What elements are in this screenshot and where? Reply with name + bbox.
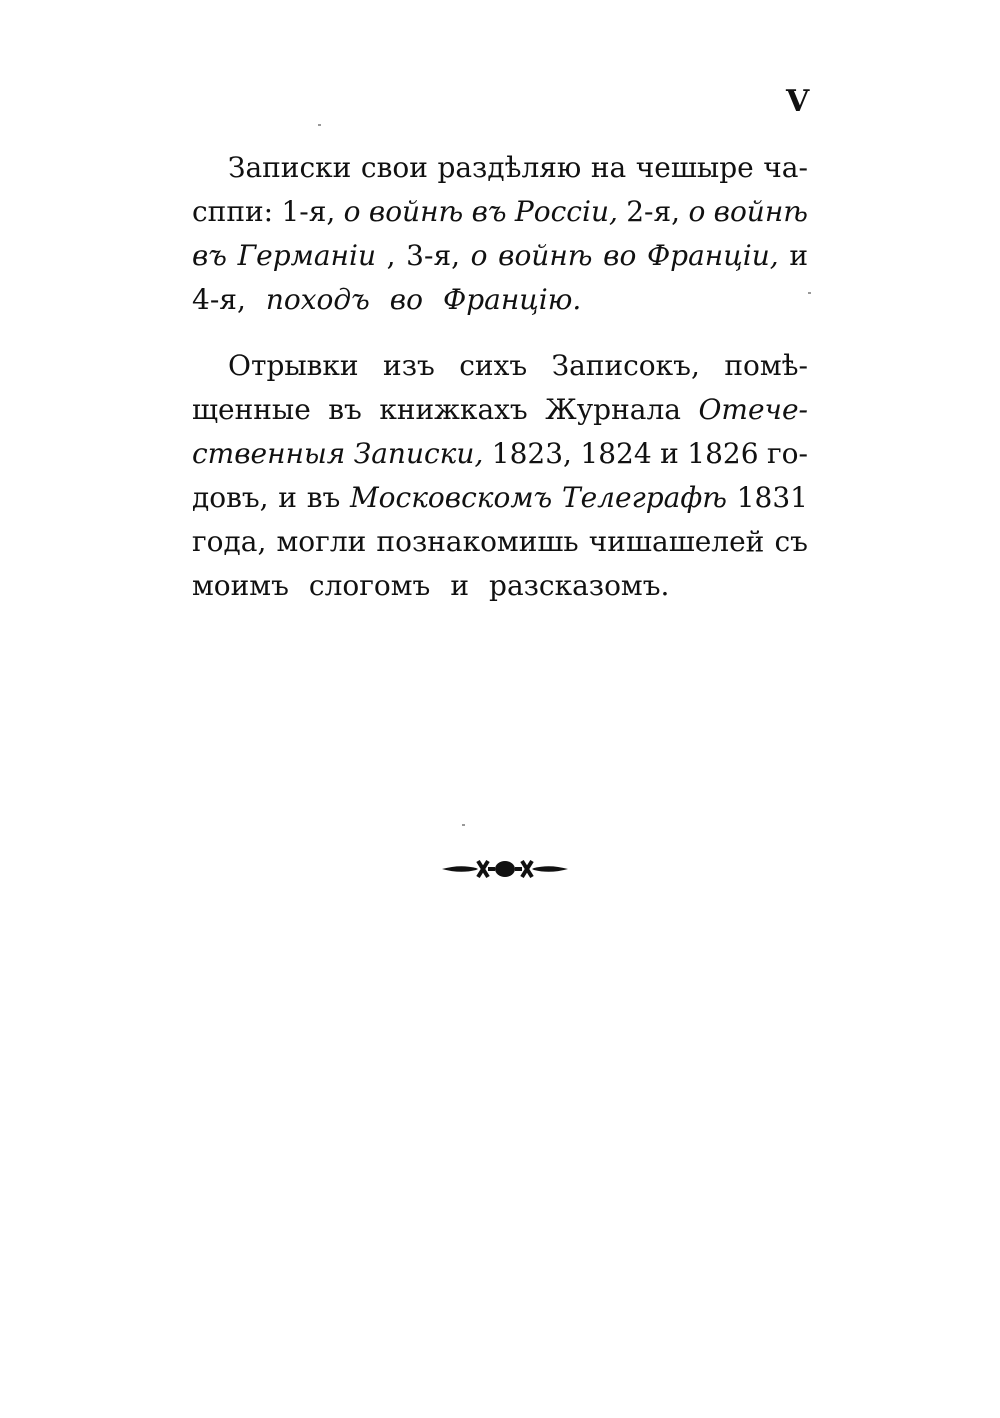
text-line: [192, 190, 808, 234]
text-line: [192, 520, 808, 564]
word: 1824: [580, 437, 652, 470]
word: го-: [766, 437, 808, 470]
word: на: [590, 151, 627, 184]
word: Записокъ,: [551, 349, 700, 382]
body-text: [192, 146, 808, 608]
word: помѣ-: [724, 349, 808, 382]
word: Германіи: [237, 239, 376, 272]
text-line: [192, 476, 808, 520]
word: разсказомъ.: [489, 569, 670, 602]
text-line: [192, 344, 808, 388]
word: во: [603, 239, 637, 272]
word: и: [450, 569, 470, 602]
word: въ: [306, 481, 341, 514]
word: чешыре: [635, 151, 754, 184]
word: Записки: [228, 151, 352, 184]
word: могли: [276, 525, 367, 558]
word: Журнала: [545, 393, 681, 426]
word: 3-я,: [406, 239, 461, 272]
word: сппи:: [192, 195, 274, 228]
word: въ: [471, 195, 507, 228]
text-line: [192, 234, 808, 278]
word: и: [789, 239, 808, 272]
word: и: [278, 481, 297, 514]
paper-speck: [462, 824, 465, 826]
word: въ: [192, 239, 227, 272]
word: о: [343, 195, 361, 228]
word: сихъ: [459, 349, 528, 382]
word: ственныя: [192, 437, 346, 470]
word: раздѣляю: [437, 151, 582, 184]
word: свои: [360, 151, 428, 184]
text-line: [192, 432, 808, 476]
word: познакомишь: [376, 525, 579, 558]
word: походъ: [265, 283, 370, 316]
word: 4-я,: [192, 283, 246, 316]
word: щенные: [192, 393, 311, 426]
paper-speck: [808, 292, 811, 294]
word: Телеграфѣ: [561, 481, 727, 514]
word: 1831: [736, 481, 808, 514]
word: ча-: [763, 151, 808, 184]
word: книжкахъ: [379, 393, 528, 426]
word: во: [389, 283, 423, 316]
word: съ: [774, 525, 808, 558]
word: чишашелей: [588, 525, 765, 558]
word: Записки,: [353, 437, 484, 470]
word: Францію.: [442, 283, 582, 316]
word: довъ,: [192, 481, 269, 514]
word: Московскомъ: [349, 481, 553, 514]
word: въ: [328, 393, 362, 426]
text-line: [192, 564, 808, 608]
word: и: [660, 437, 679, 470]
word: о: [688, 195, 706, 228]
word: о: [470, 239, 488, 272]
word: войнѣ: [713, 195, 808, 228]
word: 2-я,: [626, 195, 681, 228]
word: ,: [386, 239, 396, 272]
word: моимъ: [192, 569, 289, 602]
word: 1823,: [491, 437, 572, 470]
word: Россіи,: [514, 195, 618, 228]
paper-speck: [318, 124, 321, 126]
ornament-divider-icon: [440, 852, 570, 886]
word: 1-я,: [281, 195, 336, 228]
word: 1826: [687, 437, 759, 470]
word: войнѣ: [368, 195, 464, 228]
word: Отече-: [698, 393, 808, 426]
word: года,: [192, 525, 267, 558]
text-line: [192, 388, 808, 432]
word: Франціи,: [646, 239, 779, 272]
text-line: [192, 278, 808, 322]
word: Отрывки: [228, 349, 359, 382]
word: войнѣ: [498, 239, 593, 272]
word: изъ: [383, 349, 435, 382]
word: слогомъ: [308, 569, 431, 602]
text-line: [192, 146, 808, 190]
page-number: V: [786, 84, 810, 119]
